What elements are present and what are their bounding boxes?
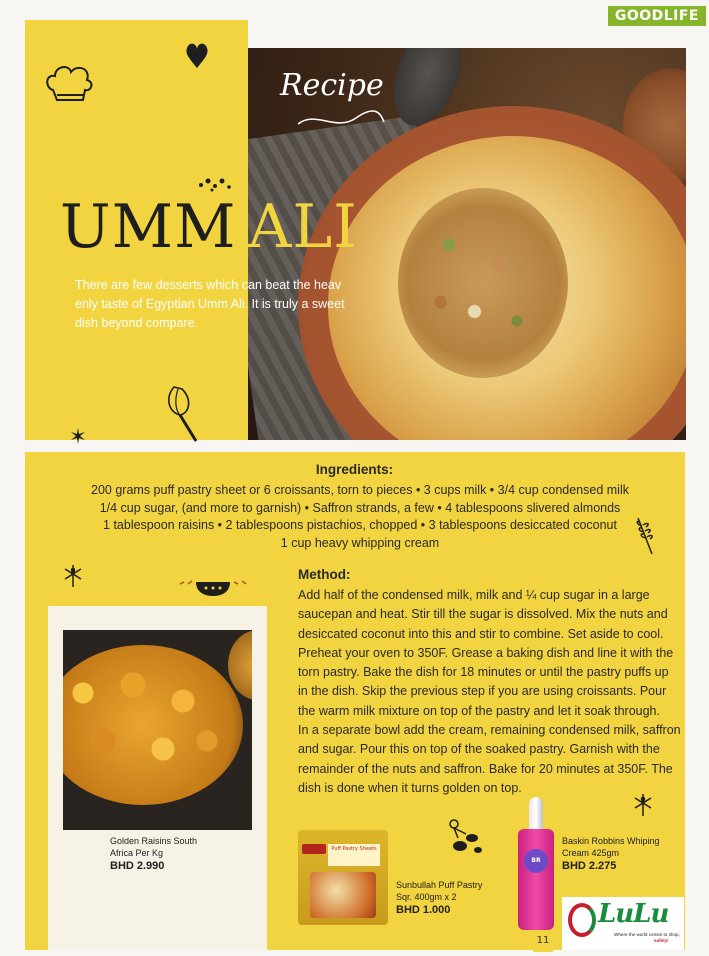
star-anise-icon xyxy=(632,792,654,818)
goodlife-tag: GOODLIFE xyxy=(608,6,706,26)
ingredient-line: 200 grams puff pastry sheet or 6 croissants, torn to pieces • 3 cups milk • 3/4 cup condensed milk xyxy=(91,483,629,497)
heart-icon xyxy=(185,40,209,70)
ingredient-line: 1 tablespoon raisins • 2 tablespoons pistachios, chopped • 3 tablespoons desiccated coconut xyxy=(103,518,617,532)
page-number: 11 xyxy=(533,930,553,952)
bowl-icon xyxy=(178,576,248,598)
product-price-puff-pastry: BHD 1.000 xyxy=(396,904,451,916)
recipe-title-umm: UMM xyxy=(60,192,237,262)
recipe-swirl-decoration xyxy=(296,108,386,130)
method-steps: Add half of the condensed milk, milk and ¼ cup sugar in a large saucepan and heat. Stir till the sugar is dissolved. Mix the nuts and desiccated coconut into this and stir to combine. Set aside to cool. Preheat your oven to 350F. Grease a baking dish and line it with the torn pastry. Bake the dish for 18 minutes or until the pastry puffs up in the dish. Skip the previous step if you are using croissants. Pour the warm milk mixture on top of the pastry and let it soak through. In a separate bowl add the cream, remaining condensed milk, saffron and sugar. Pour this on top of the soaked pastry. Garnish with the remainder of the nuts and saffron. Bake for 20 minutes at 350F. The dish is done when it turns golden on top. xyxy=(298,588,681,795)
measuring-spoons-icon xyxy=(444,818,484,856)
product-price-raisins: BHD 2.990 xyxy=(110,860,165,872)
lulu-tagline: Where the world comes to shop, xyxy=(614,932,680,937)
star-anise-icon xyxy=(70,428,86,444)
product-name-puff-pastry: Sunbullah Puff Pastry Sqr. 400gm x 2 xyxy=(396,880,483,902)
dots-decoration xyxy=(195,175,235,193)
lulu-logo xyxy=(562,897,684,950)
lulu-wordmark: LuLu xyxy=(598,899,669,929)
lulu-swirl-icon xyxy=(568,903,596,937)
flower-sprig-icon xyxy=(62,563,84,589)
recipe-title-ali: ALI xyxy=(248,192,358,262)
whipping-cream-image: BR xyxy=(516,797,556,930)
ingredients-heading: Ingredients: xyxy=(315,462,394,477)
golden-raisins-image xyxy=(63,630,252,830)
whisk-icon xyxy=(162,385,202,443)
lulu-tagline-safely: safely! xyxy=(654,938,669,943)
ingredients-list xyxy=(60,482,660,552)
recipe-label: Recipe xyxy=(280,68,384,103)
product-name-raisins: Golden Raisins South Africa Per Kg xyxy=(110,836,198,858)
chef-hat-icon xyxy=(43,64,95,106)
method-heading: Method: xyxy=(298,567,351,582)
product-name-whipping-cream: Baskin Robbins Whiping Cream 425gm xyxy=(562,836,660,858)
puff-pastry-image: Puff Pastry Sheets xyxy=(298,830,388,925)
wheat-icon xyxy=(634,516,656,556)
ingredient-line: 1 cup heavy whipping cream xyxy=(280,535,440,550)
ingredient-line: 1/4 cup sugar, (and more to garnish) • Saffron strands, a few • 4 tablespoons slivered almonds xyxy=(99,500,621,515)
product-price-whipping-cream: BHD 2.275 xyxy=(562,860,617,872)
recipe-intro: There are few desserts which can beat the heav enly taste of Egyptian Umm Ali. It is truly a sweet dish beyond compare. xyxy=(75,278,345,330)
